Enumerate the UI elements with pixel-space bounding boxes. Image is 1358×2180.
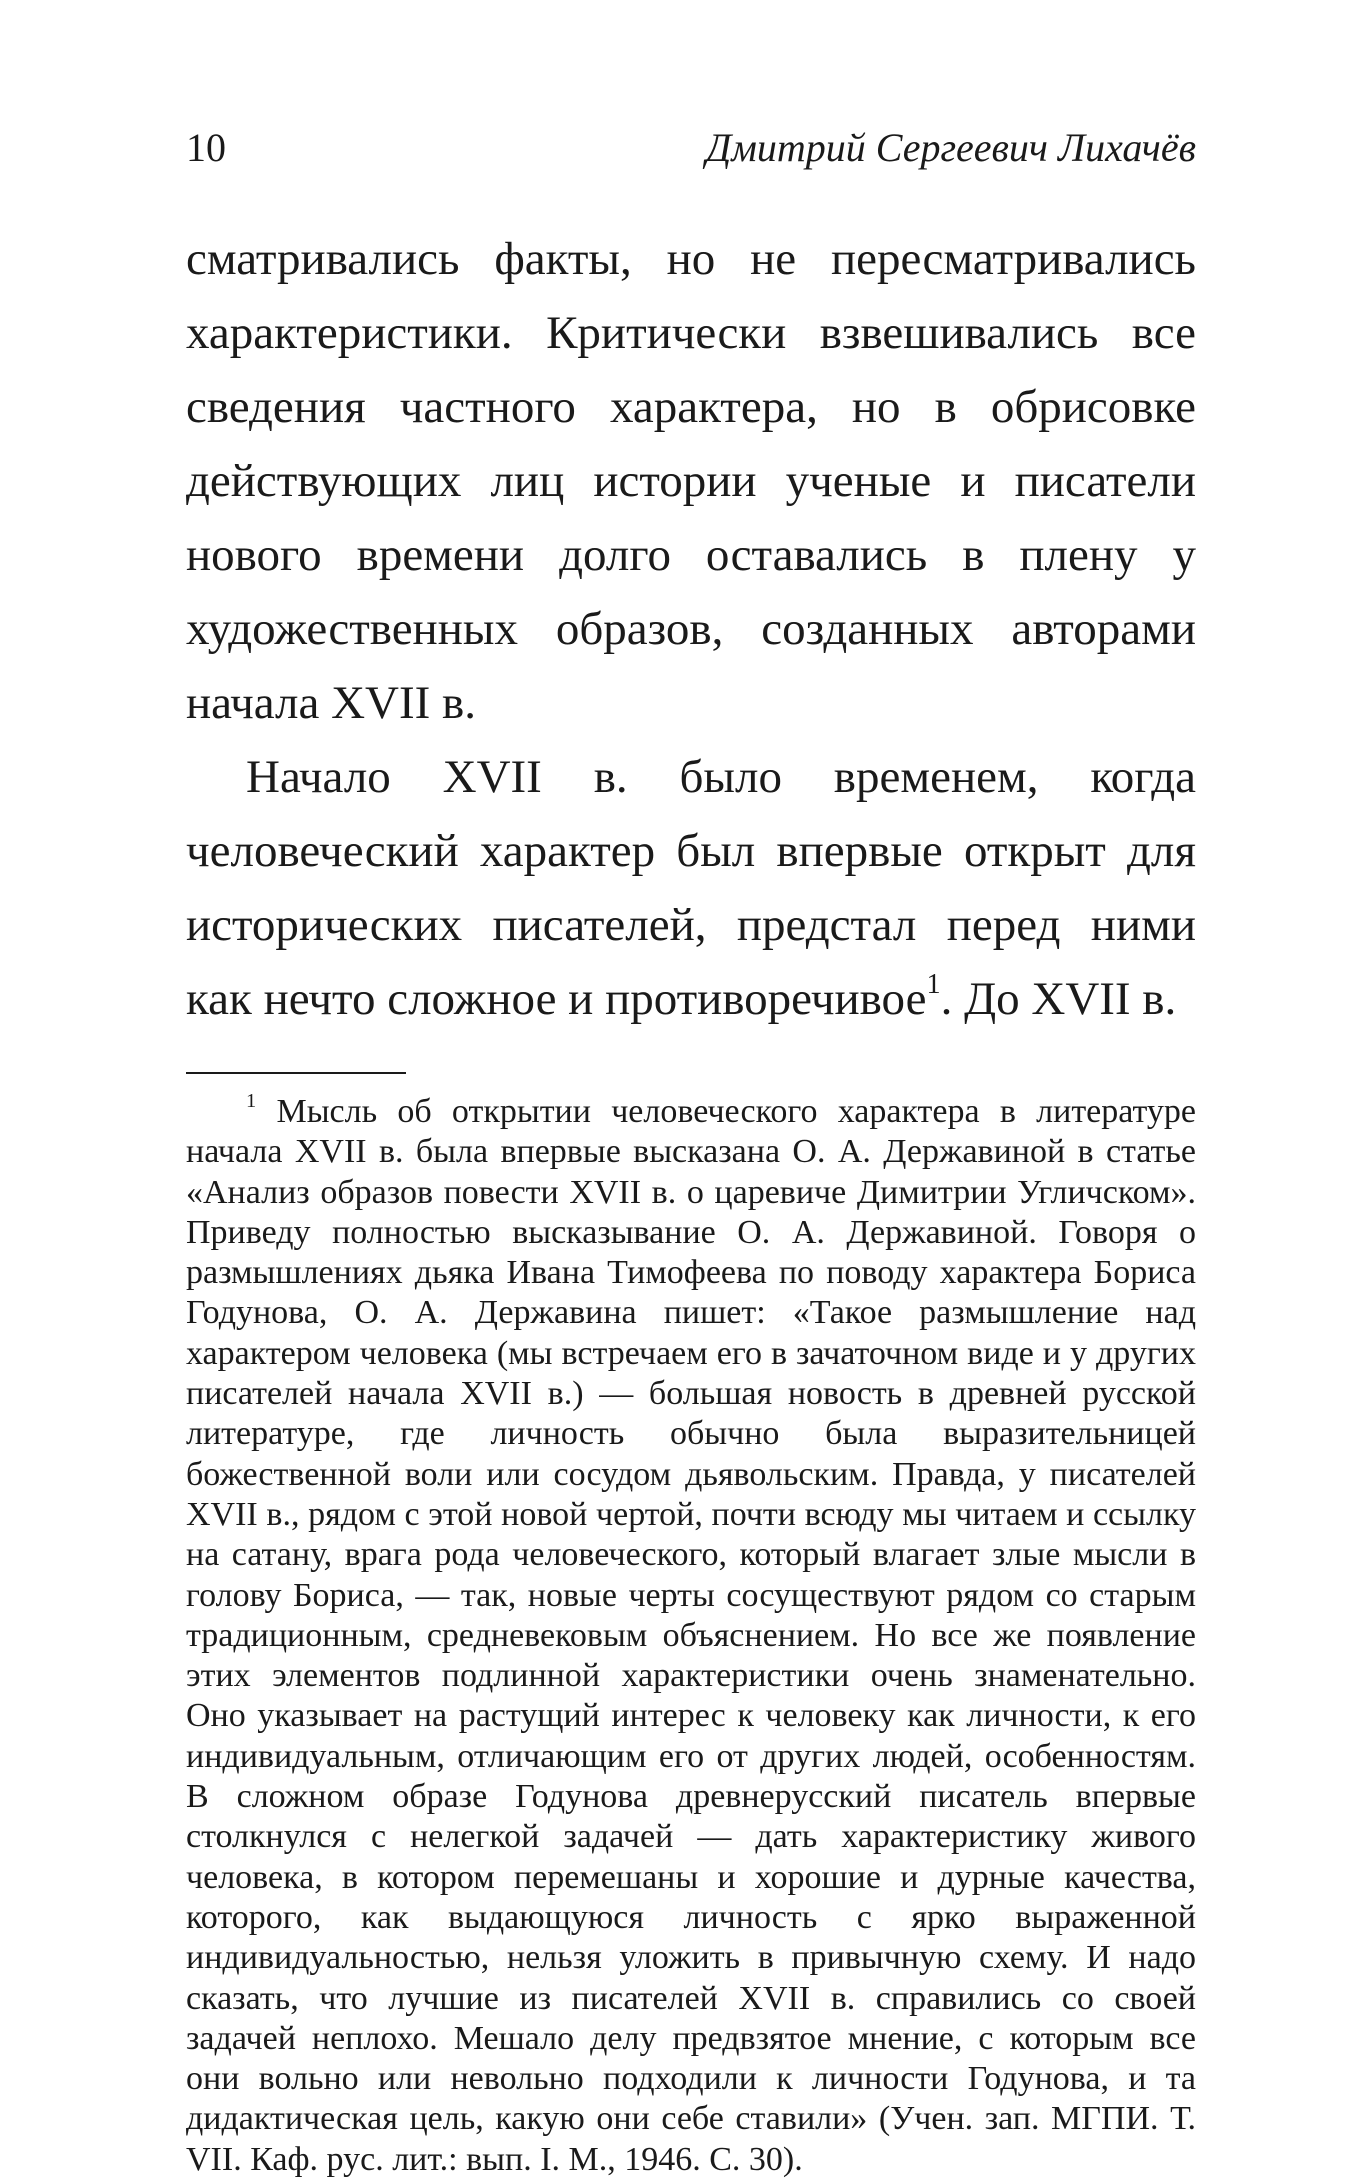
body-paragraph: [186, 740, 1196, 1036]
footnote-reference: 1: [926, 969, 941, 1001]
body-paragraph: сматривались факты, но не пересматривались характеристики. Критически взвешивались все сведения частного характера, но в обрисовке действующих лиц истории ученые и писатели нового времени долго оставались в плену у художественных образов, созданных авторами начала XVII в.: [186, 233, 1196, 729]
footnote-text: Мысль об открытии человеческого характера в литературе начала XVII в. была впервые высказана О. А. Державиной в статье «Анализ образов повести XVII в. о царевиче Димитрии Угличском». Приведу полностью высказывание О. А. Державиной. Говоря о размышлениях дьяка Ивана Тимофеева по поводу характера Бориса Годунова, О. А. Державина пишет: «Такое размышление над характером человека (мы встречаем его в зачаточном виде и у других писателей начала XVII в.) — большая новость в древней русской литературе, где личность обычно была выразительницей божественной воли или сосудом дьявольским. Правда, у писателей XVII в., рядом с этой новой чертой, почти всюду мы читаем и ссылку на сатану, врага рода человеческого, который влагает злые мысли в голову Бориса, — так, новые черты сосуществуют рядом со старым традиционным, средневековым объяснением. Но все же появление этих элементов подлинной характеристики очень знаменательно. Оно указывает на растущий интерес к человеку как личности, к его индивидуальным, отличающим его от других людей, особенностям. В сложном образе Годунова древнерусский писатель впервые столкнулся с нелегкой задачей — дать характеристику живого человека, в котором перемешаны и хорошие и дурные качества, которого, как выдающуюся личность с ярко выраженной индивидуальностью, нельзя уложить в привычную схему. И надо сказать, что лучшие из писателей XVII в. справились со своей задачей неплохо. Мешало делу предвзятое мнение, с которым все они вольно или невольно подходили к личности Годунова, и та дидактическая цель, какую они себе ставили» (Учен. зап. МГПИ. Т. VII. Каф. рус. лит.: вып. I. М., 1946. С. 30).: [186, 1093, 1196, 2178]
footnote: [186, 1089, 1196, 2180]
body-text: Начало XVII в. было временем, когда человеческий характер был впервые открыт для исторических писателей, предстал перед ними как нечто сложное и противоречивое: [186, 751, 1196, 1025]
footnote-separator: [186, 1072, 406, 1074]
running-head: [186, 120, 1196, 176]
book-page: [186, 120, 1196, 2180]
main-text: [186, 222, 1196, 1036]
footnote-marker: 1: [246, 1089, 257, 1112]
running-head-author: Дмитрий Сергеевич Лихачёв: [705, 125, 1196, 170]
page-number: 10: [186, 125, 226, 170]
body-text: . До XVII в.: [940, 973, 1177, 1025]
